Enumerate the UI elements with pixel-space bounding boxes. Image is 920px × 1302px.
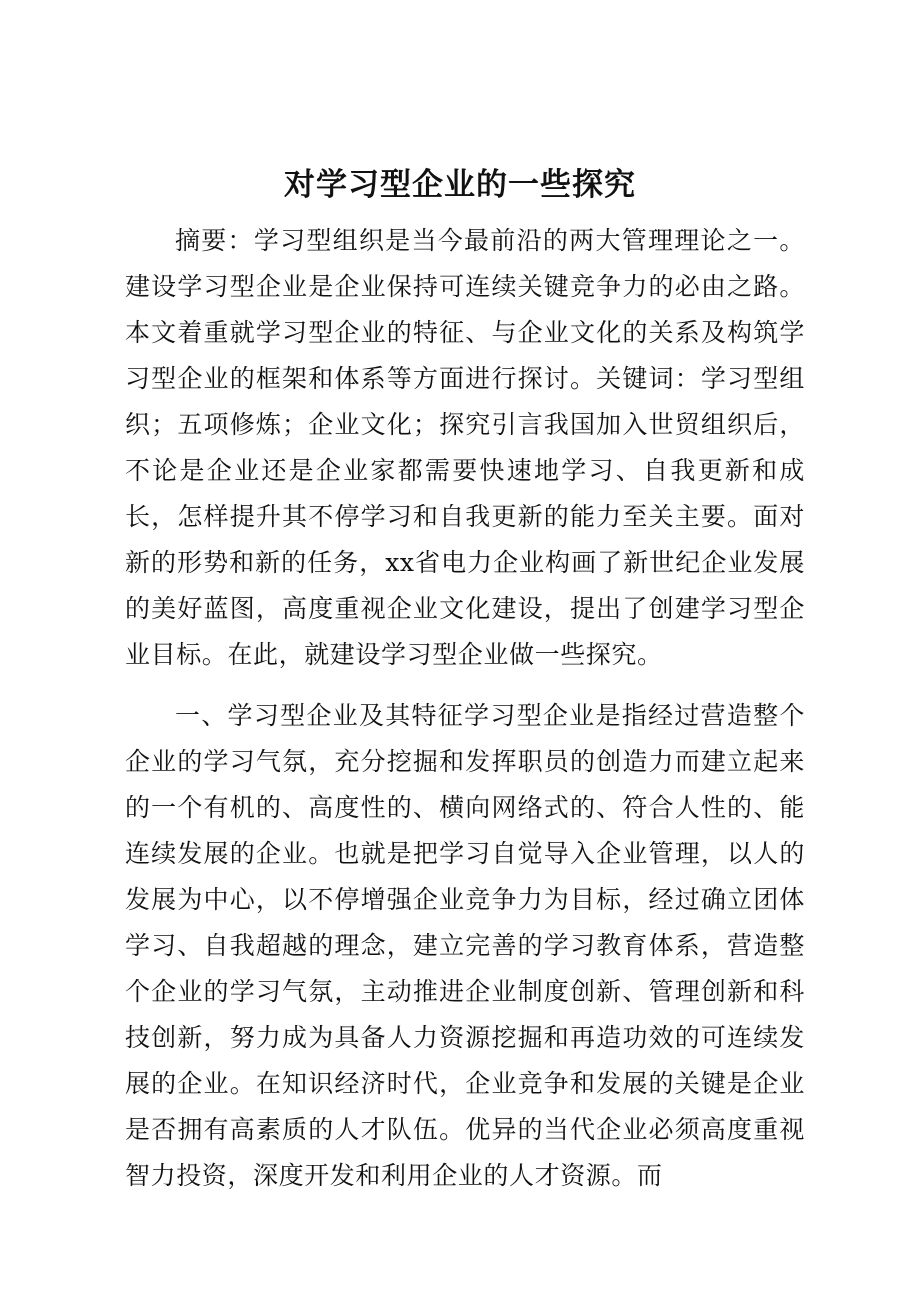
paragraph-section-one: 一、学习型企业及其特征学习型企业是指经过营造整个企业的学习气氛，充分挖掘和发挥职员的创造力而建立起来的一个有机的、高度性的、横向网络式的、符合人性的、能连续发展的企业。也就是把学习自觉导入企业管理，以人的发展为中心，以不停增强企业竞争力为目标，经过确立团体学习、自我超越的理念，建立完善的学习教育体系，营造整个企业的学习气氛，主动推进企业制度创新、管理创新和科技创新，努力成为具备人力资源挖掘和再造功效的可连续发展的企业。在知识经济时代，企业竞争和发展的关键是企业是否拥有高素质的人才队伍。优异的当代企业必须高度重视智力投资，深度开发和利用企业的人才资源。而 [125,701,805,1190]
document-body [125,218,805,1199]
document-title: 对学习型企业的一些探究 [284,167,636,203]
paragraph-abstract: 摘要：学习型组织是当今最前沿的两大管理理论之一。建设学习型企业是企业保持可连续关键竞争力的必由之路。本文着重就学习型企业的特征、与企业文化的关系及构筑学习型企业的框架和体系等方面进行探讨。关键词：学习型组织；五项修炼；企业文化；探究引言我国加入世贸组织后，不论是企业还是企业家都需要快速地学习、自我更新和成长，怎样提升其不停学习和自我更新的能力至关主要。面对新的形势和新的任务，xx省电力企业构画了新世纪企业发展的美好蓝图，高度重视企业文化建设，提出了创建学习型企业目标。在此，就建设学习型企业做一些探究。 [125,226,805,669]
